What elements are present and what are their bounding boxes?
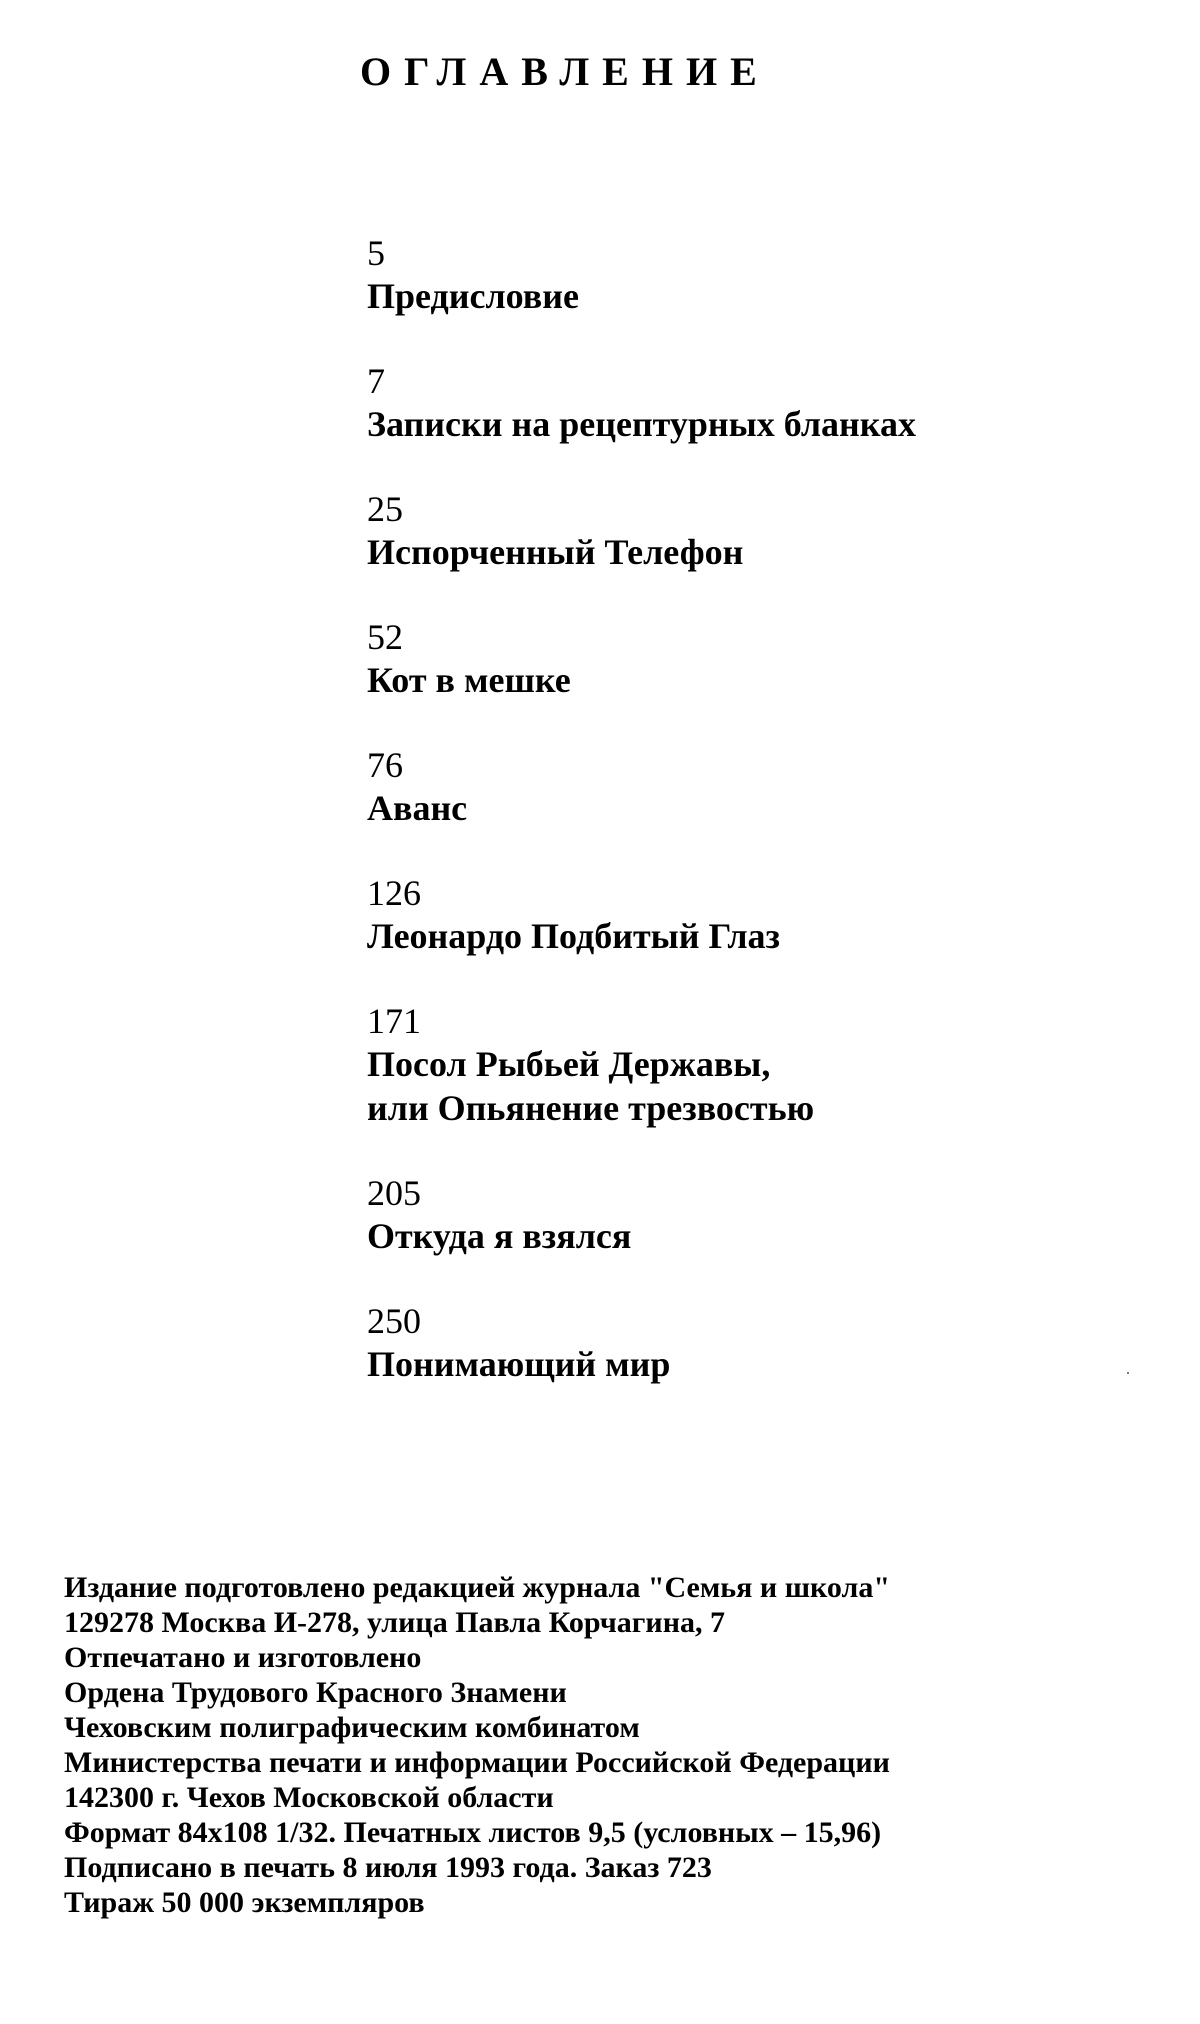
print-speck — [1127, 1372, 1129, 1374]
imprint-line: Подписано в печать 8 июля 1993 года. Заказ 723 — [64, 1851, 712, 1884]
toc-entry — [367, 232, 1127, 360]
imprint-line: Ордена Трудового Красного Знамени — [64, 1676, 567, 1709]
toc-page-number: 205 — [367, 1173, 421, 1213]
toc-entry — [367, 872, 1127, 1000]
toc-page-number: 52 — [367, 617, 403, 657]
imprint-line: Чеховским полиграфическим комбинатом — [64, 1711, 640, 1744]
contents-heading: ОГЛАВЛЕНИЕ — [360, 49, 770, 94]
toc-title: Кот в мешке — [367, 660, 571, 700]
toc-title: Понимающий мир — [367, 1344, 671, 1384]
toc-entry — [367, 1300, 1127, 1428]
imprint-line: Издание подготовлено редакцией журнала "Семья и школа" — [64, 1571, 890, 1604]
toc-title: Записки на рецептурных бланках — [367, 404, 916, 444]
toc-title: Аванс — [367, 788, 468, 828]
toc-page-number: 5 — [367, 233, 385, 273]
toc-page-number: 7 — [367, 361, 385, 401]
toc-title: Предисловие — [367, 276, 579, 316]
toc-entry — [367, 360, 1127, 488]
toc-page-number: 76 — [367, 745, 403, 785]
toc-entry — [367, 744, 1127, 872]
toc-title: Посол Рыбьей Державы, — [367, 1044, 771, 1084]
imprint-line: Формат 84x108 1/32. Печатных листов 9,5 (условных – 15,96) — [64, 1816, 882, 1849]
toc-entry — [367, 1172, 1127, 1300]
toc-entry — [367, 488, 1127, 616]
toc-entry — [367, 616, 1127, 744]
imprint-line: Отпечатано и изготовлено — [64, 1641, 422, 1674]
toc-title: Леонардо Подбитый Глаз — [367, 916, 781, 956]
imprint-line: Министерства печати и информации Российской Федерации — [64, 1746, 890, 1779]
imprint-line: Тираж 50 000 экземпляров — [64, 1886, 425, 1919]
toc-title: Испорченный Телефон — [367, 532, 744, 572]
toc-page-number: 171 — [367, 1001, 421, 1041]
imprint-line: 142300 г. Чехов Московской области — [64, 1781, 554, 1814]
toc-entry — [367, 1000, 1127, 1172]
toc-page-number: 25 — [367, 489, 403, 529]
toc-title-continued: или Опьянение трезвостью — [367, 1088, 815, 1128]
publication-imprint — [64, 1570, 1164, 1920]
toc-title: Откуда я взялся — [367, 1216, 632, 1256]
table-of-contents — [367, 232, 1127, 1428]
toc-page-number: 250 — [367, 1301, 421, 1341]
toc-page-number: 126 — [367, 873, 421, 913]
imprint-line: 129278 Москва И-278, улица Павла Корчагина, 7 — [64, 1606, 725, 1639]
